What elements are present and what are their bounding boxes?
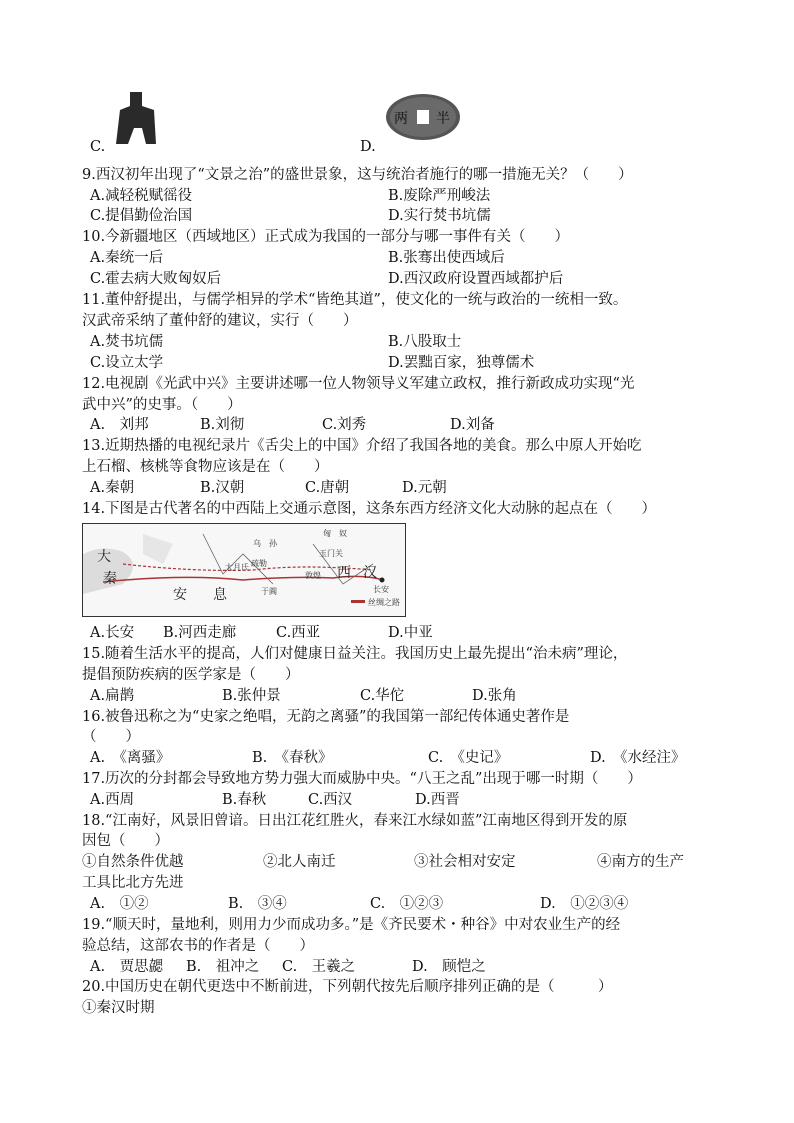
q16-stem-line1: 16.被鲁迅称之为“史家之绝唱，无韵之离骚”的我国第一部纪传体通史著作是: [82, 709, 570, 725]
round-coin-image: [384, 92, 462, 142]
q19-stem-line2: 验总结，这部农书的作者是（ ）: [82, 938, 314, 954]
q17-option-d: D.西晋: [415, 792, 460, 808]
q18-option-c: C. ①②③: [370, 896, 444, 912]
q12-stem-line2: 武中兴”的史事。（ ）: [82, 397, 242, 413]
q18-item-1: ①自然条件优越: [82, 854, 184, 870]
q13-option-c: C.唐朝: [305, 480, 350, 496]
q17-option-c: C.西汉: [308, 792, 353, 808]
q10-stem: 10.今新疆地区（西域地区）正式成为我国的一部分与哪一事件有关（ ）: [82, 229, 570, 245]
q11-option-c: C.设立太学: [90, 355, 164, 371]
q20-stem: 20.中国历史在朝代更迭中不断前进，下列朝代按先后顺序排列正确的是（ ）: [82, 979, 613, 995]
q18-item-2: ②北人南迁: [263, 854, 336, 870]
q11-option-b: B.八股取士: [388, 334, 462, 350]
q14-option-c: C.西亚: [276, 625, 321, 641]
q16-option-a: A. 《离骚》: [90, 750, 171, 766]
q12-stem-line1: 12.电视剧《光武中兴》主要讲述哪一位人物领导义军建立政权，推行新政成功实现“光: [82, 376, 635, 392]
q13-stem-line1: 13.近期热播的电视纪录片《舌尖上的中国》介绍了我国各地的美食。那么中原人开始吃: [82, 438, 642, 454]
svg-text:两: 两: [394, 111, 408, 127]
map-label-dawan: 大月氏: [225, 563, 249, 572]
q19-option-d: D. 顾恺之: [412, 959, 486, 975]
q10-option-b: B.张骞出使西域后: [388, 250, 505, 266]
q19-option-c: C. 王羲之: [282, 959, 356, 975]
map-label-xiongnu: 匈 奴: [323, 529, 347, 538]
q11-option-a: A.焚书坑儒: [90, 334, 164, 350]
svg-text:半: 半: [436, 111, 450, 127]
q18-option-b: B. ③④: [228, 896, 287, 912]
q14-stem: 14.下图是古代著名的中西陆上交通示意图，这条东西方经济文化大动脉的起点在（ ）: [82, 501, 657, 517]
q15-option-b: B.张仲景: [222, 688, 281, 704]
q15-stem-line1: 15.随着生活水平的提高，人们对健康日益关注。我国历史上最先提出“治未病”理论，: [82, 646, 628, 662]
q13-option-a: A.秦朝: [90, 480, 135, 496]
q15-option-c: C.华佗: [360, 688, 405, 704]
q11-option-d: D.罢黜百家，独尊儒术: [388, 355, 535, 371]
map-label-han: 汉: [363, 565, 377, 581]
silk-road-map: [82, 523, 406, 617]
q16-option-d: D. 《水经注》: [590, 750, 686, 766]
q14-option-a: A.长安: [90, 625, 135, 641]
q15-stem-line2: 提倡预防疾病的医学家是（ ）: [82, 667, 300, 683]
map-label-qin: 秦: [103, 571, 117, 587]
q12-option-d: D.刘备: [450, 417, 495, 433]
map-label-yumenguan: 玉门关: [319, 549, 343, 558]
q9-option-b: B.废除严刑峻法: [388, 188, 491, 204]
spade-coin-image: [108, 88, 168, 148]
q18-item-3: ③社会相对安定: [414, 854, 516, 870]
map-label-dunhuang: 敦煌: [305, 571, 321, 580]
q13-option-d: D.元朝: [402, 480, 447, 496]
q11-stem-line1: 11.董仲舒提出，与儒学相异的学术“皆绝其道”，使文化的一统与政治的一统相一致。: [82, 292, 628, 308]
q10-option-c: C.霍去病大败匈奴后: [90, 271, 222, 287]
q20-item-1: ①秦汉时期: [82, 1000, 155, 1016]
q13-stem-line2: 上石榴、核桃等食物应该是在（ ）: [82, 459, 329, 475]
q9-option-d: D.实行焚书坑儒: [388, 208, 491, 224]
q12-option-b: B.刘彻: [200, 417, 245, 433]
q18-item-4: ④南方的生产: [597, 854, 684, 870]
map-label-xi: 息: [213, 587, 227, 603]
q14-option-b: B.河西走廊: [163, 625, 237, 641]
q19-stem-line1: 19.“顺天时，量地利，则用力少而成功多。”是《齐民要术・种谷》中对农业生产的经: [82, 917, 621, 933]
q17-option-a: A.西周: [90, 792, 135, 808]
q11-stem-line2: 汉武帝采纳了董仲舒的建议，实行（ ）: [82, 313, 358, 329]
map-label-xi2: 西: [337, 565, 351, 581]
q19-option-b: B. 祖冲之: [186, 959, 260, 975]
q18-option-a: A. ①②: [90, 896, 149, 912]
q17-stem: 17.历次的分封都会导致地方势力强大而威胁中央。“八王之乱”出现于哪一时期（ ）: [82, 771, 642, 787]
q9-option-a: A.减轻税赋徭役: [90, 188, 193, 204]
map-label-an: 安: [173, 587, 187, 603]
q9-stem: 9.西汉初年出现了“文景之治”的盛世景象，这与统治者施行的哪一措施无关？（ ）: [82, 167, 633, 183]
map-label-shule: 疏勒: [251, 559, 267, 568]
q9-option-c: C.提倡勤俭治国: [90, 208, 193, 224]
option-d-label: D.: [360, 139, 376, 155]
q10-option-a: A.秦统一后: [90, 250, 164, 266]
q15-option-d: D.张角: [472, 688, 517, 704]
q18-option-d: D. ①②③④: [540, 896, 629, 912]
q14-option-d: D.中亚: [388, 625, 433, 641]
q18-stem-line2: 因包（ ）: [82, 833, 169, 849]
map-label-yutian: 于阗: [261, 587, 277, 596]
map-label-changan: 长安: [373, 585, 389, 594]
q10-option-d: D.西汉政府设置西域都护后: [388, 271, 564, 287]
q16-stem-line2: （ ）: [82, 729, 140, 745]
q18-stem-line1: 18.“江南好，风景旧曾谙。日出江花红胜火，春来江水绿如蓝”江南地区得到开发的原: [82, 813, 628, 829]
q12-option-a: A. 刘邦: [90, 417, 149, 433]
q13-option-b: B.汉朝: [200, 480, 245, 496]
q12-option-c: C.刘秀: [322, 417, 367, 433]
option-c-label: C.: [90, 139, 106, 155]
q17-option-b: B.春秋: [222, 792, 267, 808]
map-legend: 丝绸之路: [368, 598, 400, 607]
map-label-da: 大: [97, 549, 111, 565]
q16-option-c: C. 《史记》: [428, 750, 509, 766]
q18-item-4-cont: 工具比北方先进: [82, 875, 184, 891]
q15-option-a: A.扁鹊: [90, 688, 135, 704]
map-label-wusun: 乌 孙: [253, 539, 277, 548]
q16-option-b: B. 《春秋》: [252, 750, 333, 766]
q19-option-a: A. 贾思勰: [90, 959, 164, 975]
